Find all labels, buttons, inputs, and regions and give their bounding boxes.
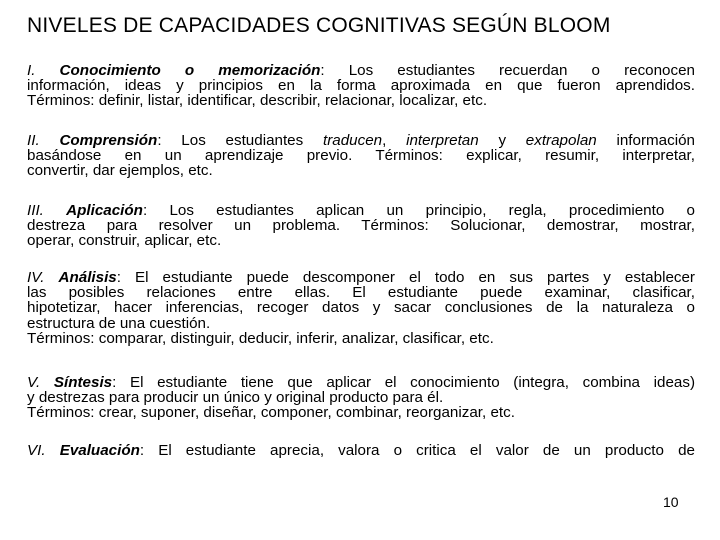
text-line <box>27 375 695 390</box>
level-numeral: II. <box>27 132 40 149</box>
level-numeral: IV. <box>27 269 45 286</box>
body-text: información, ideas y principios en la forma aproximada en que fueron aprendidos. <box>27 77 695 95</box>
body-text: : El estudiante aprecia, valora o critica el valor de un producto de <box>139 442 695 459</box>
body-text: Términos: comparar, distinguir, deducir, inferir, analizar, clasificar, etc. <box>27 329 494 347</box>
body-text: información <box>596 132 695 149</box>
level-evaluation <box>27 443 695 458</box>
emphasis-text: traducen <box>322 132 383 149</box>
body-text: : Los estudiantes <box>157 132 323 149</box>
body-text: las posibles relaciones entre ellas. El estudiante puede examinar, clasificar, <box>27 284 695 302</box>
text-line <box>27 148 695 163</box>
emphasis-text: interpretan <box>406 132 479 149</box>
body-text: : El estudiante tiene que aplicar el conocimiento (integra, combina ideas) <box>112 374 695 391</box>
level-analysis <box>27 270 695 346</box>
level-numeral: III. <box>27 202 44 219</box>
level-numeral: I. <box>27 62 36 79</box>
body-text: : El estudiante puede descomponer el todo en sus partes y establecer <box>116 269 695 286</box>
level-term: Análisis <box>58 269 117 286</box>
text-line <box>27 285 695 300</box>
text-line <box>27 78 695 93</box>
text-line <box>27 163 695 178</box>
page-number: 10 <box>663 494 679 510</box>
text-line <box>27 63 695 78</box>
level-term: Evaluación <box>59 442 140 459</box>
emphasis-text: extrapolan <box>525 132 597 149</box>
text-line <box>27 233 695 248</box>
body-text: convertir, dar ejemplos, etc. <box>27 162 213 180</box>
level-numeral: VI. <box>27 442 46 459</box>
text-line <box>27 93 695 108</box>
text-line <box>27 405 695 420</box>
body-text: destreza para resolver un problema. Términos: Solucionar, demostrar, mostrar, <box>27 217 695 235</box>
text-line <box>27 316 695 331</box>
body-text: Términos: definir, listar, identificar, describir, relacionar, localizar, etc. <box>27 92 488 110</box>
body-text: , <box>382 132 407 149</box>
level-knowledge <box>27 63 695 109</box>
body-text: y destrezas para producir un único y original producto para él. <box>27 389 444 407</box>
text-line <box>27 270 695 285</box>
level-synthesis <box>27 375 695 421</box>
text-line <box>27 133 695 148</box>
body-text: basándose en un aprendizaje previo. Términos: explicar, resumir, interpretar, <box>27 147 695 165</box>
level-term: Aplicación <box>66 202 143 219</box>
body-text: Términos: crear, suponer, diseñar, componer, combinar, reorganizar, etc. <box>27 404 515 422</box>
level-term: Comprensión <box>59 132 158 149</box>
body-text <box>46 442 60 459</box>
text-line <box>27 331 695 346</box>
body-text: : Los estudiantes recuerdan o reconocen <box>320 62 695 79</box>
level-comprehension <box>27 133 695 179</box>
body-text: operar, construir, aplicar, etc. <box>27 232 222 250</box>
level-application <box>27 203 695 249</box>
text-line <box>27 300 695 315</box>
body-text: : Los estudiantes aplican un principio, regla, procedimiento o <box>142 202 695 219</box>
body-text: y <box>478 132 526 149</box>
slide-title: NIVELES DE CAPACIDADES COGNITIVAS SEGÚN BLOOM <box>27 14 611 37</box>
level-term: Síntesis <box>53 374 113 391</box>
level-numeral: V. <box>27 374 41 391</box>
text-line <box>27 203 695 218</box>
text-line <box>27 218 695 233</box>
body-text: hipotetizar, hacer inferencias, recoger datos y sacar conclusiones de la naturaleza o <box>27 299 695 317</box>
text-line <box>27 390 695 405</box>
text-line <box>27 443 695 458</box>
level-term: Conocimiento o memorización <box>59 62 321 79</box>
body-text: estructura de una cuestión. <box>27 314 211 332</box>
